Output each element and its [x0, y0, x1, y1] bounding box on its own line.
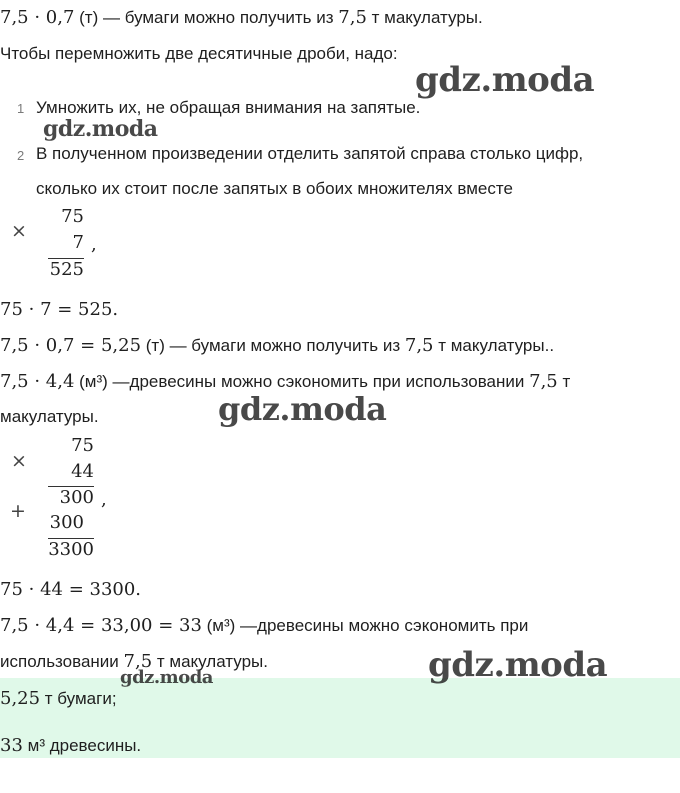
result-line-paper-2 — [0, 335, 554, 357]
text: (м³) —древесины можно сэкономить при — [201, 616, 529, 635]
rule-item-2: В полученном произведении отделить запятой справа столько цифр, — [36, 144, 584, 163]
math-value: 5,25 — [0, 688, 41, 709]
text: т бумаги; — [40, 689, 117, 708]
equation-1: 75 · 7 = 525. — [0, 299, 119, 320]
result-line-paper — [0, 7, 483, 29]
watermark: gdz.moda — [120, 667, 213, 688]
result-line-wood-2 — [0, 615, 528, 637]
math-expression: 7,5 · 4,4 = 33,00 = 33 — [0, 615, 202, 636]
text: (м³) —древесины можно сэкономить при использовании — [74, 372, 530, 391]
plus-sign: + — [10, 500, 26, 522]
product: 525 — [49, 259, 84, 280]
text: (т) — бумаги можно получить из — [141, 336, 405, 355]
math-expression: 7,5 · 0,7 = 5,25 — [0, 335, 142, 356]
equation-2: 75 · 44 = 3300. — [0, 579, 142, 600]
multiply-sign: × — [11, 220, 27, 242]
partial-product-2: 300 — [49, 512, 84, 533]
multiplier: 44 — [71, 461, 94, 482]
list-number: 1 — [17, 101, 25, 116]
math-value: 7,5 — [123, 651, 153, 672]
comma: , — [91, 234, 97, 255]
text: м³ древесины. — [22, 736, 142, 755]
math-value: 7,5 — [338, 7, 367, 28]
text: т макулатуры. — [152, 652, 268, 671]
text: т макулатуры.. — [433, 336, 555, 355]
partial-product-1: 300 — [48, 486, 94, 509]
answer-box — [0, 678, 680, 758]
rule-item-1: Умножить их, не обращая внимания на запятые. — [36, 98, 421, 117]
watermark: gdz.moda — [43, 116, 158, 142]
product: 3300 — [48, 539, 94, 560]
multiplicand: 75 — [71, 435, 94, 456]
math-value: 7,5 — [529, 371, 558, 392]
text: т макулатуры. — [366, 8, 483, 27]
answer-paper — [0, 688, 117, 710]
rule-item-2-continued: сколько их стоит после запятых в обоих множителях вместе — [36, 179, 513, 198]
math-value: 33 — [0, 735, 23, 756]
watermark: gdz.moda — [428, 645, 608, 685]
rule-title: Чтобы перемножить две десятичные дроби, надо: — [0, 44, 398, 63]
math-expression: 7,5 · 0,7 — [0, 7, 75, 28]
answer-wood — [0, 735, 141, 757]
result-line-wood-continued: макулатуры. — [0, 407, 99, 426]
text: (т) — бумаги можно получить из — [74, 8, 339, 27]
multiplier: 7 — [72, 232, 84, 253]
multiply-sign: × — [11, 450, 27, 472]
math-expression: 7,5 · 4,4 — [0, 371, 75, 392]
multiplicand: 75 — [61, 206, 84, 227]
text: т — [557, 372, 571, 391]
watermark: gdz.moda — [415, 60, 595, 100]
comma: , — [101, 489, 107, 510]
list-number: 2 — [17, 148, 25, 163]
text: использовании — [0, 652, 124, 671]
watermark: gdz.moda — [218, 390, 387, 428]
math-value: 7,5 — [404, 335, 434, 356]
